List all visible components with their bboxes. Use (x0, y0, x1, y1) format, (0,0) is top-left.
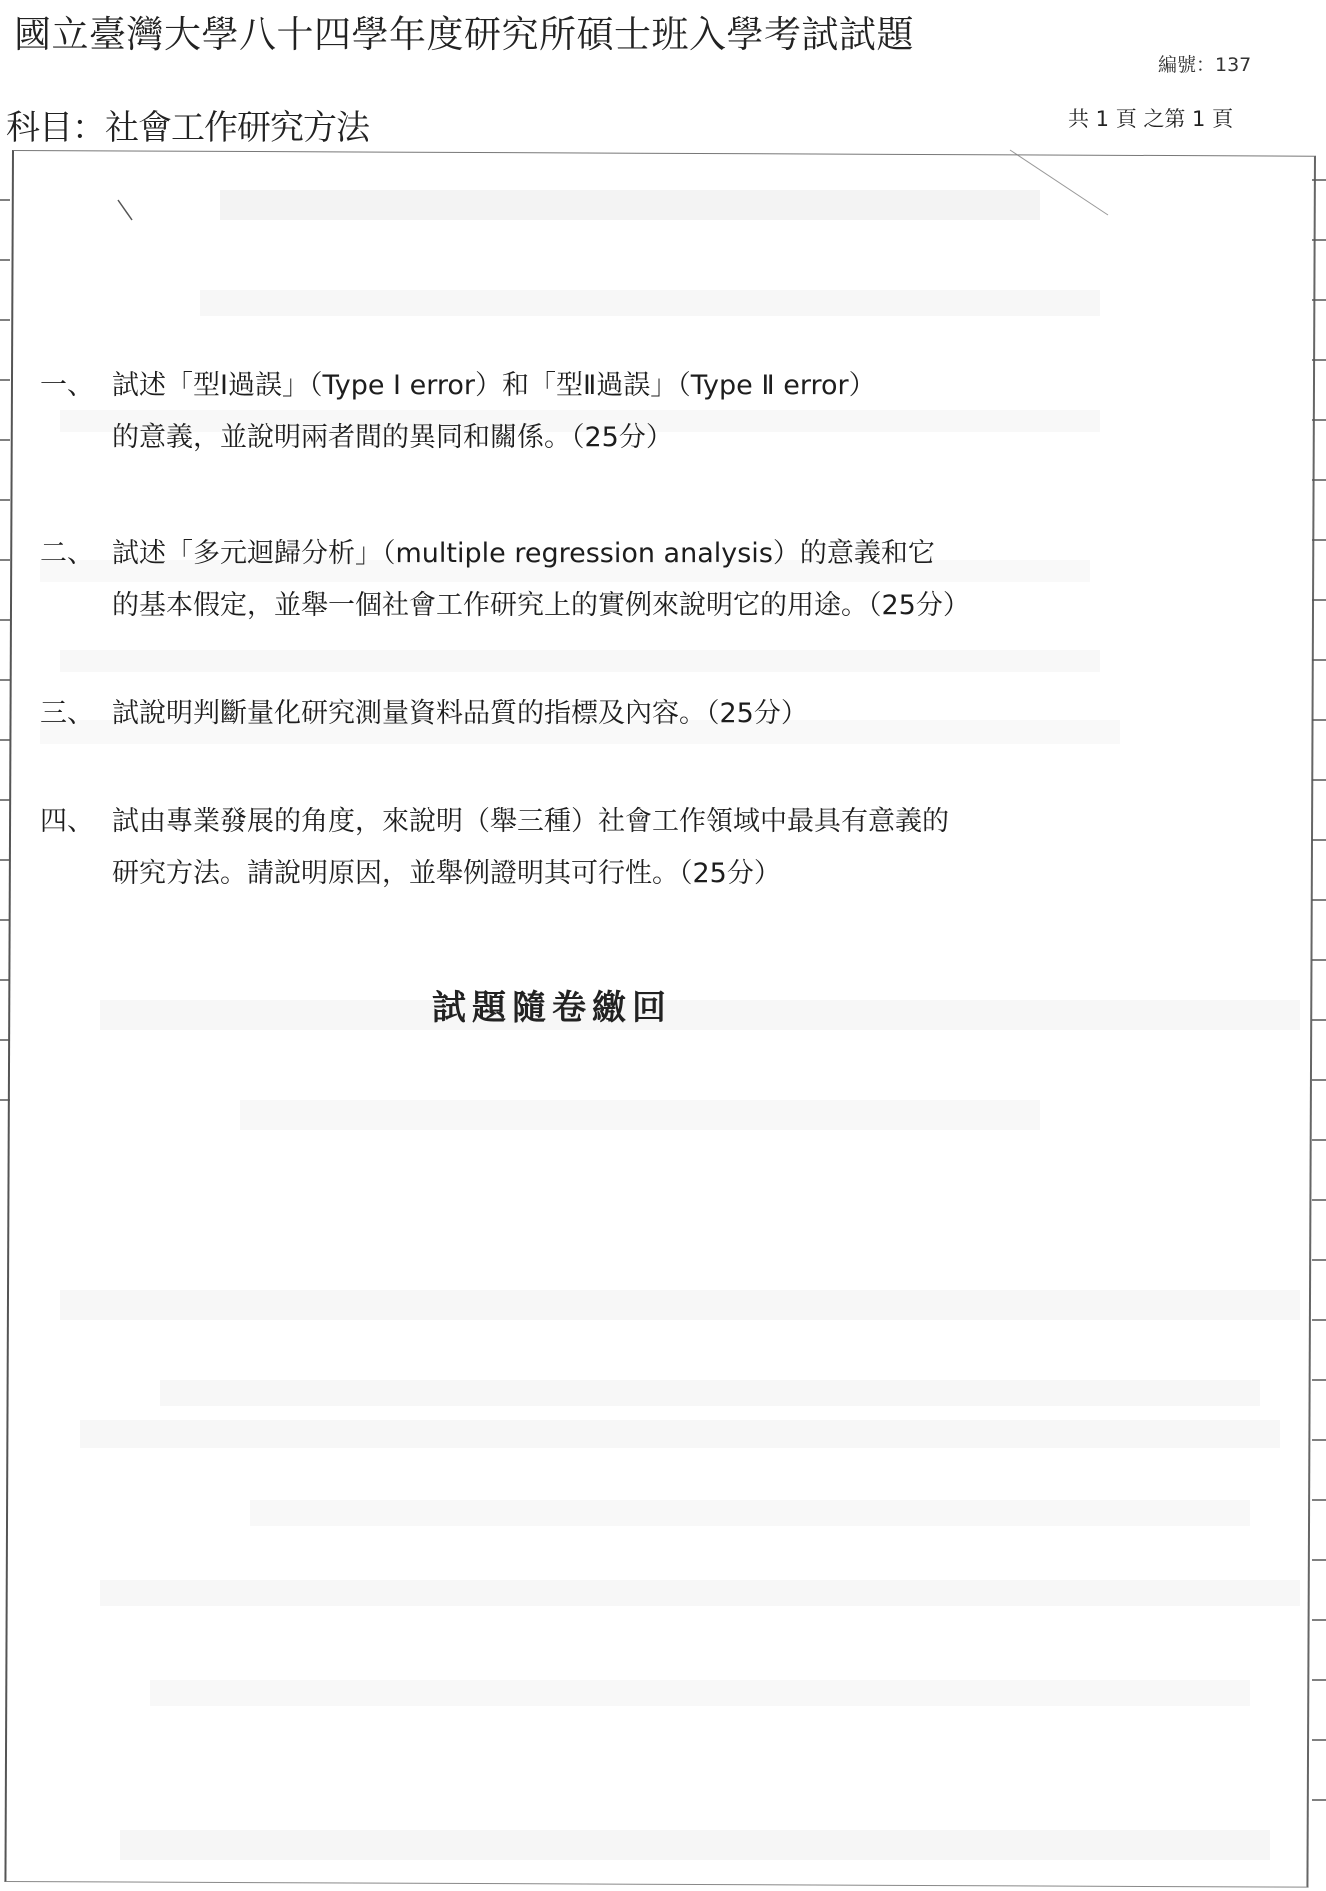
page-info: 共 1 頁 之第 1 頁 (1068, 107, 1234, 131)
question-3-line1 (40, 688, 1160, 740)
question-text: 試由專業發展的角度，來說明（舉三種）社會工作領域中最具有意義的 (112, 806, 949, 837)
question-number: 一、 (40, 370, 94, 401)
question-2-line1 (40, 528, 1160, 580)
question-text: 試說明判斷量化研究測量資料品質的指標及內容。（25分） (112, 698, 808, 729)
question-1-line2: 的意義，並說明兩者間的異同和關係。（25分） (112, 422, 673, 453)
question-4-line2: 研究方法。請說明原因，並舉例證明其可行性。（25分） (112, 858, 781, 889)
question-number: 三、 (40, 698, 94, 729)
question-4 (40, 796, 1160, 900)
question-3 (40, 688, 1160, 740)
question-number: 四、 (40, 806, 94, 837)
exam-code: 編號：137 (1158, 54, 1252, 76)
left-margin-ticks (0, 170, 14, 1870)
question-text: 試述「型Ⅰ過誤」（Type Ⅰ error）和「型Ⅱ過誤」（Type Ⅱ error） (112, 370, 876, 401)
question-text: 試述「多元迴歸分析」（multiple regression analysis）的意義和它 (112, 538, 935, 569)
question-2 (40, 528, 1160, 632)
right-margin-ticks (1312, 170, 1326, 1870)
question-2-line2: 的基本假定，並舉一個社會工作研究上的實例來說明它的用途。（25分） (112, 590, 970, 621)
question-1 (40, 360, 1160, 464)
question-1-line1 (40, 360, 1160, 412)
subject-label: 科目：社會工作研究方法 (6, 108, 369, 148)
question-4-line1 (40, 796, 1160, 848)
question-number: 二、 (40, 538, 94, 569)
exam-title: 國立臺灣大學八十四學年度研究所碩士班入學考試試題 (14, 13, 914, 56)
return-with-answer-sheet-note: 試題隨卷繳回 (432, 988, 672, 1028)
